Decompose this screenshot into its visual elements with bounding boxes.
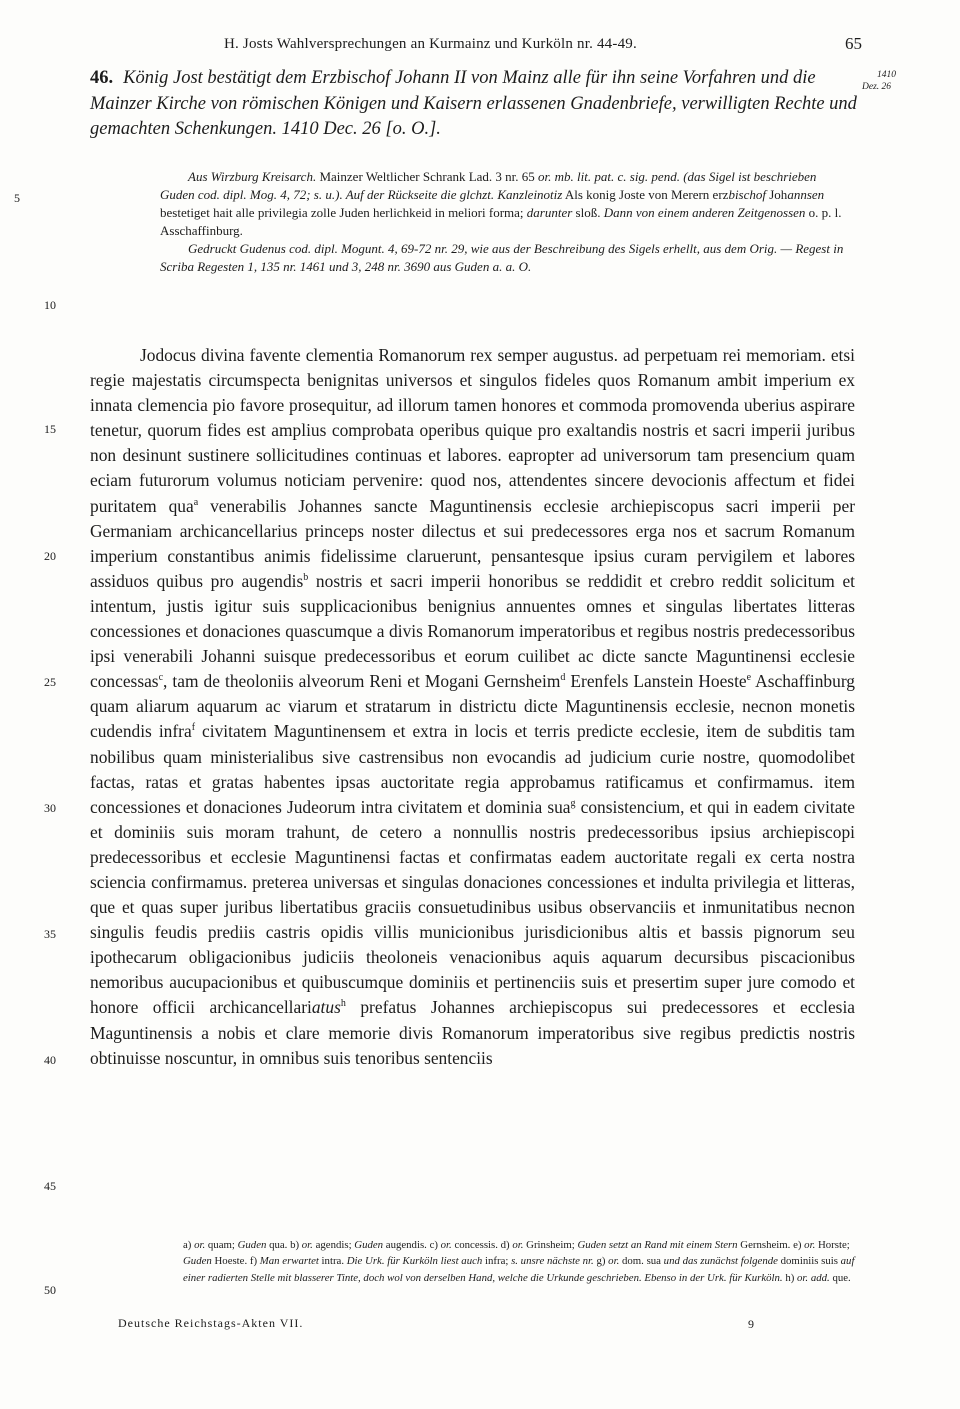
footnote-ref: d (560, 672, 566, 684)
margin-date-day: Dez. 26 (862, 82, 892, 92)
line-number: 25 (44, 675, 56, 689)
line-number: 15 (44, 422, 56, 436)
line-number: 5 (14, 191, 20, 205)
line-number: 20 (44, 549, 56, 563)
margin-date-year: 1410 (877, 70, 896, 80)
signature-mark: 9 (748, 1317, 754, 1331)
line-number: 30 (44, 801, 56, 815)
footnote-ref: f (191, 722, 196, 734)
line-number: 35 (44, 927, 56, 941)
footnotes: a) or. quam; Guden qua. b) or. agendis; Guden augendis. c) or. concessis. d) or. Grinsheim; Guden setzt an Rand mit einem Stern Gernsheim. e) or. Horste; Guden Hoeste. f) Man erwartet intra. Die Urk. für Kurköln liest auch infra; s. unsre nächste nr. g) or. dom. sua und das zunächst folgende dominiis suis auf einer radierten Stelle mit blasserer Tinte, doch wol von derselben Hand, welche die Urkunde geschrieben. Ebenso in der Urk. für Kurköln. h) or. add. que. (183, 1239, 855, 1284)
footnote-ref: g (570, 797, 576, 809)
footnote-ref: c (158, 672, 164, 684)
footnote-ref: b (303, 572, 309, 584)
footnote-ref: a (193, 496, 199, 508)
footnote-ref: e (746, 672, 752, 684)
main-text (90, 343, 855, 1071)
line-number: 10 (44, 298, 56, 312)
document-heading (90, 66, 870, 143)
printer-signature: Deutsche Reichstags-Akten VII. (118, 1316, 304, 1330)
line-number: 45 (44, 1179, 56, 1193)
running-head (0, 36, 960, 58)
document-title: König Jost bestätigt dem Erzbischof Johann II von Mainz alle für ihn seine Vorfahren und die Mainzer Kirche von römischen Königen und Kaisern erlassenen Gnadenbriefe, verwilligten Rechte und gemachten Schenkungen. 1410 Dec. 26 [o. O.]. (90, 68, 857, 139)
source-printed: Gedruckt Gudenus cod. dipl. Mogunt. 4, 69-72 nr. 29, wie aus der Beschreibung des Sigels erhellt, aus dem Orig. — Regest in Scriba Regesten 1, 135 nr. 1461 und 3, 248 nr. 3690 aus Guden a. a. O. (160, 240, 844, 274)
running-head-title: H. Josts Wahlversprechungen an Kurmainz und Kurköln nr. 44-49. (224, 36, 637, 52)
charter-text: Jodocus divina favente clementia Romanorum rex semper augustus. ad perpetuam rei memoriam. etsi regie majestatis circumspecta benignitas universos et singulos fideles quos Romanum ambit imperium ex innata clemencia pio favore prosequitur, ad illorum tamen honores et commoda promovenda uberius aspirare tenetur, quorum fides est amplius comprobata operibus quique pro exaltandis nostris et sacri imperii juribus non desinunt sustinere sollicitudines continuas et labores. eapropter ad universorum tam presencium quam eciam futurorum volumus noticiam pervenire: quod nos, attendentes sincere devocionis affectum et fidei puritatem qua$^a$ venerabilis Johannes sancte Maguntinensis ecclesie archiepiscopus sacri imperii per Germaniam archicancellarius princeps noster dilectus et sui predecessores erga nos et sacrum Romanum imperium constantibus animis fidelissime claruerunt, pensantesque ipsius curam pervigilem et labores assiduos quibus pro augendis$^b$ nostris et sacri imperii honoribus se reddidit et crebro reddit solicitum et intentum, justis igitur suis supplicacionibus benignius annuentes omnes et singulas libertates litteras concessiones et donaciones quascumque a divis Romanorum imperatoribus et regibus nostris predecessoribus ipsi venerabili Johanni suisque predecessoribus et eorum cuilibet ac dicte sancte Maguntinensi ecclesie concessas$^c$, tam de theoloniis alveorum Reni et Mogani Gernsheim$^d$ Erenfels Lanstein Hoeste$^e$ Aschaffinburg quam aliarum aquarum ac viarum et stratarum in districtu dicte Maguntinensis ecclesie, necnon monetis cudendis infra$^f$ civitatem Maguntinensem et extra in locis et terris predicte ecclesie, item de subditis tam nobilibus quam ministerialibus sive castrensibus non evocandis ad judicium curie nostre, quomodolibet factas, ratas et gratas habentes ipsas auctoritate regia approbamus ratificamus et confirmamus. item concessiones et donaciones Judeorum intra civitatem et dominia sua$^g$ consistencium, et qui in eadem civitate et dominiis suis moram trahunt, de cetero a nonnullis nostris predecessoribus ipsius archiepiscopi predecessoribus et ecclesie Maguntinensi factas et confirmatas eadem auctoritate regali ex certa nostra sciencia confirmamus. preterea universas et singulas donaciones concessiones et indulta privilegia et litteras, que et quas super juribus libertatibus graciis consuetudinibus usibus observanciis et inmunitatibus necnon singulis feudis prediis castris opidis villis municionibus jurisdicionibus altis et bassis pignorum seu ipothecarum obligacionibus judiciis theoloneis venacionibus aquis aquarum decursibus piscacionibus nemoribus aucupacionibus et quibuscumque dominiis et pertinenciis suis et presertim super jure comodo et honore officii archicancellariatus$^h$ prefatus Johannes archiepiscopus sui predecessores et ecclesia Maguntinensis a nobis et clare memorie divis Romanorum imperatoribus sive regibus predictis nostris obtinuisse noscuntur, in omnibus suis tenoribus sentenciis (90, 345, 856, 1068)
source-note (160, 168, 854, 275)
document-number: 46. (90, 68, 114, 88)
line-number: 40 (44, 1053, 56, 1067)
footnote-ref: h (340, 998, 346, 1010)
source-archive: Aus Wirzburg Kreisarch. Mainzer Weltlicher Schrank Lad. 3 nr. 65 or. mb. lit. pat. c. sig. pend. (das Sigel ist beschrieben Guden cod. dipl. Mog. 4, 72; s. u.). Auf der Rückseite die glchzt. Kanzleinotiz Als konig Joste von Merern erzbischof Johannsen bestetiget hait alle privilegia zolle Juden herlichkeid in meliori forma; darunter sloß. Dann von einem anderen Zeitgenossen o. p. l. Asschaffinburg. (160, 169, 842, 238)
page-number: 65 (845, 34, 862, 53)
line-number: 50 (44, 1283, 56, 1297)
